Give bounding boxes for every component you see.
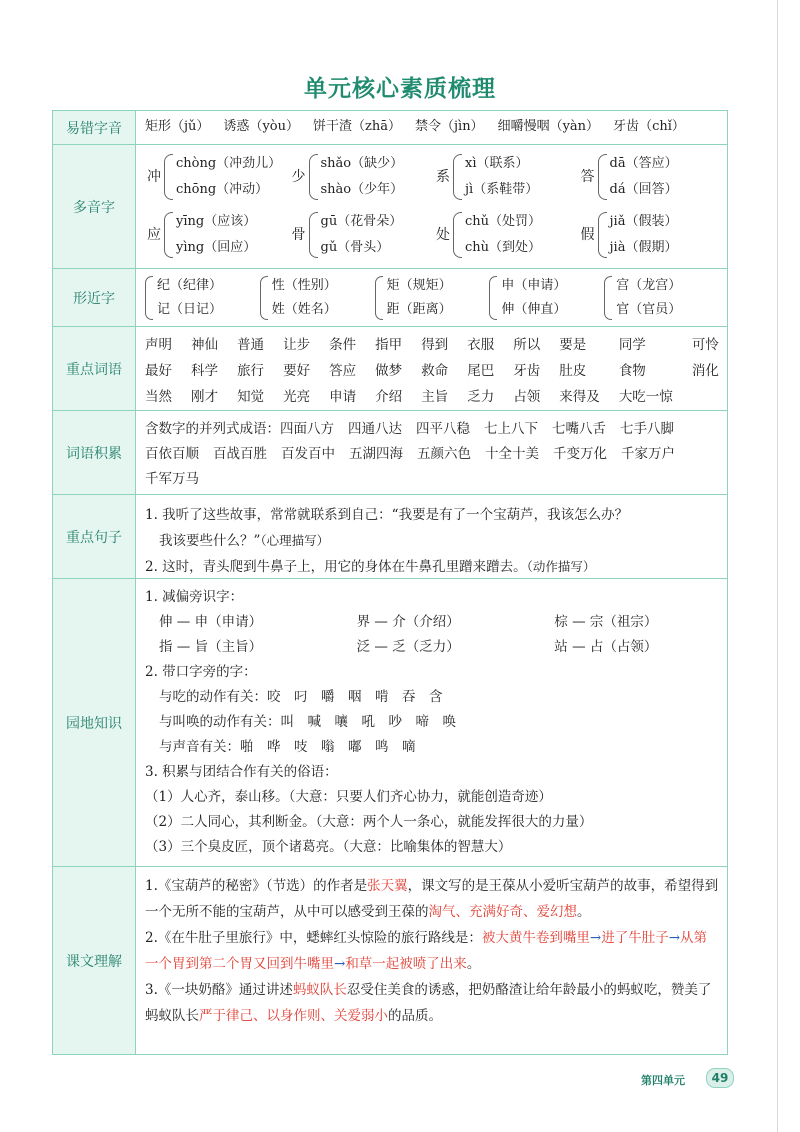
key-word: 条件 xyxy=(329,337,357,353)
text-understanding-3: 3.《一块奶酪》通过讲述蚂蚁队长忍受住美食的诱惑，把奶酪渣让给年龄最小的蚂蚁吃，赞美了蚂蚁队长严于律己、以身作则、关爱弱小的品质。 xyxy=(145,982,712,1024)
key-word: 知觉 xyxy=(237,389,265,405)
polyphone-readings xyxy=(176,151,281,203)
similar-items xyxy=(616,274,681,322)
brace-icon xyxy=(604,276,612,320)
key-word: 声明 xyxy=(145,337,172,353)
brace-icon xyxy=(453,154,462,200)
row-label: 课文理解 xyxy=(53,867,136,1054)
yuandi-heading-1: 1. 减偏旁识字： xyxy=(145,589,244,605)
polyphone-item xyxy=(145,206,286,264)
page-number-badge: 49 xyxy=(706,1068,734,1088)
reading: gǔ（骨头） xyxy=(320,240,390,255)
idiom: 四平八稳 xyxy=(416,421,470,437)
row-label: 重点词语 xyxy=(53,327,136,410)
radical-pair: 棕 — 宗（祖宗） xyxy=(554,614,658,630)
proverb-3: （3）三个臭皮匠，顶个诸葛亮。（大意：比喻集体的智慧大） xyxy=(145,839,512,855)
idiom: 七嘴八舌 xyxy=(552,421,606,437)
similar-pair xyxy=(604,272,719,324)
brace-icon xyxy=(598,212,607,258)
reading: chù（到处） xyxy=(465,240,542,255)
page-title: 单元核心素质梳理 xyxy=(304,76,496,102)
similar-pair xyxy=(145,272,260,324)
yicuo-item xyxy=(313,115,401,139)
yicuo-pinyin: （zhā） xyxy=(352,119,401,134)
brace-icon xyxy=(489,276,497,320)
sentence-1b: 我该要些什么？”（心理描写） xyxy=(159,533,330,549)
yicuo-word: 矩形 xyxy=(145,119,172,134)
key-word: 旅行 xyxy=(237,363,265,379)
polyphone-item xyxy=(434,148,575,206)
arrow-icon: → xyxy=(334,956,346,972)
similar-items xyxy=(501,274,566,322)
similar-pair xyxy=(489,272,604,324)
row-kewen xyxy=(53,867,727,1054)
page-edge-line xyxy=(777,0,778,1132)
reading: jià（假期） xyxy=(609,240,678,255)
brace-icon xyxy=(260,276,268,320)
row-yicuo xyxy=(53,111,727,145)
idiom: 五湖四海 xyxy=(349,446,403,462)
similar-items xyxy=(272,274,337,322)
yicuo-item xyxy=(145,115,209,139)
reading: yìng（回应） xyxy=(176,240,257,255)
row-label: 重点句子 xyxy=(53,495,136,578)
polyphone-readings xyxy=(610,151,678,203)
key-word: 主旨 xyxy=(421,389,449,405)
key-word: 当然 xyxy=(145,389,172,405)
similar-char: 性（性别） xyxy=(271,278,337,293)
similar-char-grid xyxy=(145,272,719,324)
key-word: 要是 xyxy=(559,337,587,353)
key-word: 刚才 xyxy=(191,389,219,405)
similar-char: 纪（纪律） xyxy=(157,278,223,293)
key-word: 得到 xyxy=(421,337,449,353)
row-duoyin xyxy=(53,145,727,269)
ant-captain: 蚂蚁队长 xyxy=(292,982,347,998)
sentence-2-note: （动作描写） xyxy=(526,559,596,574)
row-label: 词语积累 xyxy=(53,411,136,494)
row-xingjin xyxy=(53,269,727,327)
key-word: 消化 xyxy=(691,363,719,379)
reading: chòng（冲劲儿） xyxy=(176,156,282,171)
yuandi-heading-3: 3. 积累与团结合作有关的俗语： xyxy=(145,764,338,780)
polyphone-item xyxy=(579,148,720,206)
brace-icon xyxy=(375,276,383,320)
idiom: 百依百顺 xyxy=(145,446,199,462)
idiom: 千家万户 xyxy=(621,446,675,462)
reading: shào（少年） xyxy=(320,182,404,197)
row-label: 园地知识 xyxy=(53,579,136,866)
similar-char: 申（申请） xyxy=(501,278,567,293)
proverb-1: （1）人心齐，泰山移。（大意：只要人们齐心协力，就能创造奇迹） xyxy=(145,789,552,805)
idiom: 五颜六色 xyxy=(417,446,471,462)
brace-icon xyxy=(309,212,318,258)
similar-char: 记（日记） xyxy=(157,302,223,317)
similar-char: 姓（姓名） xyxy=(271,302,337,317)
key-word: 来得及 xyxy=(559,389,600,405)
text-understanding-2: 2.《在牛肚子里旅行》中，蟋蟀红头惊险的旅行路线是：被大黄牛卷到嘴里→进了牛肚子→从第一个胃到第二个胃又回到牛嘴里→和草一起被喷了出来。 xyxy=(145,930,708,972)
key-word: 尾巴 xyxy=(467,363,495,379)
key-word: 做梦 xyxy=(375,363,403,379)
similar-pair xyxy=(375,272,490,324)
arrow-icon: → xyxy=(589,930,602,946)
sentence-2: 2. 这时，青头爬到牛鼻子上，用它的身体在牛鼻孔里蹭来蹭去。（动作描写） xyxy=(145,559,596,575)
yicuo-item xyxy=(223,115,299,139)
polyphone-item xyxy=(290,206,431,264)
yicuo-word: 饼干渣 xyxy=(312,119,352,134)
similar-pair xyxy=(260,272,375,324)
key-word: 占领 xyxy=(513,389,541,405)
idiom-intro: 含数字的并列式成语： xyxy=(145,421,280,437)
similar-char: 宫（龙宫） xyxy=(616,278,682,293)
captain-qualities: 严于律己、以身作则、关爱弱小 xyxy=(199,1008,388,1024)
polyphone-readings xyxy=(176,209,256,261)
radical-pairs-grid xyxy=(145,610,719,660)
idiom: 千军万马 xyxy=(145,471,199,487)
yicuo-list xyxy=(145,115,719,139)
yicuo-word: 牙齿 xyxy=(613,119,640,134)
idiom: 四面八方 xyxy=(280,421,334,437)
sentence-1a: 1. 我听了这些故事，常常就联系到自己：“我要是有了一个宝葫芦，我该怎么办？ xyxy=(145,507,629,523)
yicuo-word: 诱惑 xyxy=(223,119,250,134)
polyphone-item xyxy=(579,206,720,264)
reading: yīng（应该） xyxy=(176,214,257,229)
similar-char: 矩（规矩） xyxy=(386,278,452,293)
key-word: 神仙 xyxy=(191,337,219,353)
row-label: 易错字音 xyxy=(53,111,136,144)
key-word: 指甲 xyxy=(375,337,403,353)
idiom: 七手八脚 xyxy=(620,421,674,437)
author-name: 张天翼 xyxy=(367,878,408,894)
polyphone-char: 答 xyxy=(580,169,595,185)
polyphone-char: 处 xyxy=(436,227,450,243)
mouth-radical-call: 与叫唤的动作有关：叫 喊 嚷 吼 吵 啼 唤 xyxy=(159,714,456,730)
similar-char: 距（距离） xyxy=(386,302,452,317)
radical-pair: 指 — 旨（主旨） xyxy=(159,639,263,655)
brace-icon xyxy=(164,154,173,200)
brace-icon xyxy=(145,276,153,320)
key-word: 乏力 xyxy=(467,389,495,405)
reading: shǎo（缺少） xyxy=(320,156,404,171)
proverb-2: （2）二人同心，其利断金。（大意：两个人一条心，就能发挥很大的力量） xyxy=(145,814,593,830)
polyphone-char: 少 xyxy=(291,169,306,185)
reading: jiǎ（假装） xyxy=(609,214,678,229)
row-yuandi xyxy=(53,579,727,867)
polyphone-item xyxy=(145,148,286,206)
key-word: 最好 xyxy=(145,363,172,379)
polyphone-grid xyxy=(145,148,719,264)
similar-items xyxy=(387,274,452,322)
polyphone-char: 骨 xyxy=(291,227,306,243)
footer-unit-label: 第四单元 xyxy=(641,1074,685,1087)
radical-pair: 界 — 介（介绍） xyxy=(356,614,460,630)
idiom: 四通八达 xyxy=(348,421,402,437)
idiom: 百战百胜 xyxy=(213,446,267,462)
polyphone-readings xyxy=(321,209,403,261)
row-juzi xyxy=(53,495,727,579)
yicuo-item xyxy=(415,115,484,139)
radical-pair: 站 — 占（占领） xyxy=(554,639,658,655)
mouth-radical-sound: 与声音有关：啪 哗 吱 嗡 嘟 鸣 嘀 xyxy=(159,739,416,755)
summary-table xyxy=(52,110,728,1055)
radical-pair: 泛 — 乏（乏力） xyxy=(356,639,460,655)
key-word: 同学 xyxy=(618,337,646,353)
key-word: 食物 xyxy=(618,363,646,379)
key-word: 答应 xyxy=(329,363,357,379)
text-understanding-1: 1.《宝葫芦的秘密》（节选）的作者是张天翼，课文写的是王葆从小爱听宝葫芦的故事，希望得到一个无所不能的宝葫芦，从中可以感受到王葆的淘气、充满好奇、爱幻想。 xyxy=(145,878,719,920)
route-step-3: 从第一个胃到第二个胃又回到牛嘴里 xyxy=(145,930,708,972)
yicuo-item xyxy=(613,115,685,139)
reading: jì（系鞋带） xyxy=(465,182,539,197)
yicuo-pinyin: （jǔ） xyxy=(171,119,210,134)
key-word: 牙齿 xyxy=(513,363,541,379)
yicuo-item xyxy=(498,115,599,139)
idiom: 千变万化 xyxy=(553,446,607,462)
key-word: 所以 xyxy=(513,337,541,353)
row-label: 多音字 xyxy=(53,145,136,268)
key-words-grid xyxy=(145,333,719,409)
reading: gū（花骨朵） xyxy=(320,214,403,229)
yicuo-word: 禁令 xyxy=(414,119,441,134)
arrow-icon: → xyxy=(668,930,681,946)
yicuo-pinyin: （jìn） xyxy=(441,119,484,134)
polyphone-char: 应 xyxy=(147,227,161,243)
reading: dā（答应） xyxy=(609,156,678,171)
polyphone-item xyxy=(434,206,575,264)
idiom: 七上八下 xyxy=(484,421,538,437)
polyphone-item xyxy=(290,148,431,206)
key-word: 要好 xyxy=(283,363,311,379)
reading: chǔ（处罚） xyxy=(465,214,542,229)
polyphone-char: 假 xyxy=(580,227,595,243)
key-word xyxy=(692,385,719,409)
polyphone-readings xyxy=(465,151,538,203)
key-word: 科学 xyxy=(191,363,219,379)
wangbao-traits: 淘气、充满好奇、爱幻想 xyxy=(428,904,577,920)
brace-icon xyxy=(598,154,607,200)
key-word: 光亮 xyxy=(283,389,311,405)
brace-icon xyxy=(309,154,318,200)
row-ciyu xyxy=(53,327,727,411)
reading: xì（联系） xyxy=(465,156,529,171)
key-word: 肚皮 xyxy=(559,363,587,379)
idiom: 百发百中 xyxy=(281,446,335,462)
similar-char: 官（官员） xyxy=(616,302,682,317)
yicuo-word: 细嚼慢咽 xyxy=(497,119,550,134)
yuandi-heading-2: 2. 带口字旁的字： xyxy=(145,664,257,680)
brace-icon xyxy=(164,212,173,258)
row-label: 形近字 xyxy=(53,269,136,326)
row-jilei xyxy=(53,411,727,495)
polyphone-readings xyxy=(321,151,404,203)
brace-icon xyxy=(453,212,462,258)
yicuo-pinyin: （yòu） xyxy=(249,119,299,134)
mouth-radical-eat: 与吃的动作有关：咬 叼 嚼 咽 啃 吞 含 xyxy=(159,689,443,705)
key-word: 申请 xyxy=(329,389,357,405)
key-word: 救命 xyxy=(421,363,449,379)
polyphone-readings xyxy=(610,209,678,261)
reading: dá（回答） xyxy=(609,182,678,197)
key-word: 让步 xyxy=(283,337,311,353)
radical-pair: 伸 — 申（申请） xyxy=(159,614,263,630)
polyphone-char: 冲 xyxy=(147,169,161,185)
route-step-1: 被大黄牛卷到嘴里 xyxy=(481,930,590,946)
key-word: 衣服 xyxy=(467,337,495,353)
key-word: 大吃一惊 xyxy=(618,389,673,405)
key-word: 介绍 xyxy=(375,389,403,405)
key-word: 可怜 xyxy=(691,337,719,353)
yicuo-pinyin: （yàn） xyxy=(549,119,600,134)
similar-items xyxy=(157,274,222,322)
polyphone-readings xyxy=(465,209,541,261)
polyphone-char: 系 xyxy=(436,169,450,185)
yicuo-pinyin: （chǐ） xyxy=(639,119,685,134)
sentence-1-note: （心理描写） xyxy=(260,533,330,548)
reading: chōng（冲动） xyxy=(176,182,269,197)
route-step-2: 进了牛肚子 xyxy=(601,930,669,946)
idiom: 十全十美 xyxy=(485,446,539,462)
route-step-4: 和草一起被喷了出来 xyxy=(345,956,467,972)
similar-char: 伸（伸直） xyxy=(501,302,567,317)
key-word: 普通 xyxy=(237,337,265,353)
